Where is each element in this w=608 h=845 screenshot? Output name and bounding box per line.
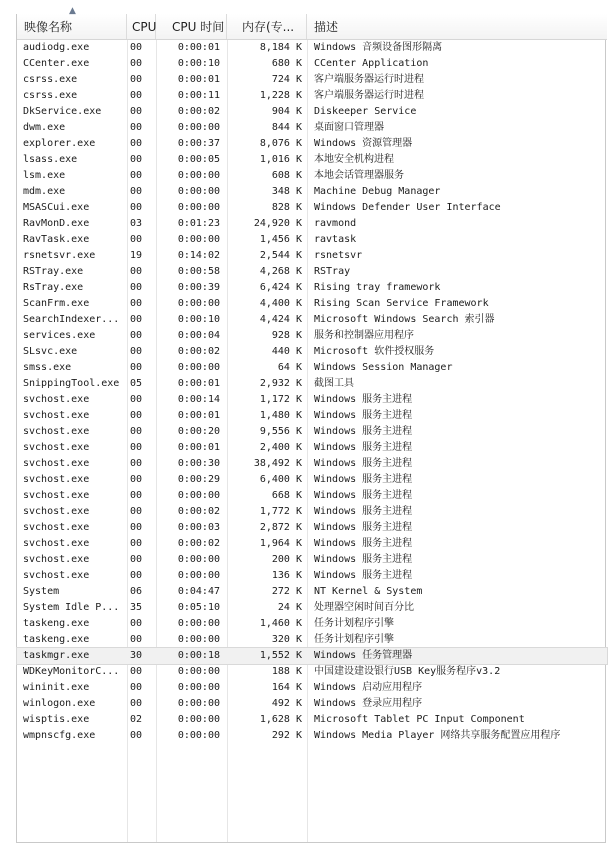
process-image-name: taskeng.exe [23, 634, 90, 645]
process-memory: 136 K [271, 570, 302, 581]
process-memory: 680 K [271, 58, 302, 69]
process-row[interactable] [17, 248, 607, 264]
process-cpu: 00 [130, 394, 143, 405]
process-row[interactable] [17, 328, 607, 344]
process-memory: 4,424 K [259, 314, 302, 325]
process-memory: 1,772 K [259, 506, 302, 517]
process-memory: 1,016 K [259, 154, 302, 165]
process-memory: 8,076 K [259, 138, 302, 149]
process-cpu: 00 [130, 458, 143, 469]
process-description: Windows Media Player 网络共享服务配置应用程序 [314, 730, 561, 741]
column-header-cpu-time[interactable] [156, 14, 227, 39]
process-row[interactable] [17, 568, 607, 584]
process-row[interactable] [17, 344, 607, 360]
process-cpu-time: 0:00:39 [177, 282, 220, 293]
process-row[interactable] [17, 88, 607, 104]
process-row[interactable] [17, 312, 607, 328]
process-image-name: taskmgr.exe [23, 650, 90, 661]
process-description: Windows 服务主进程 [314, 442, 413, 453]
process-description: Diskeeper Service [314, 106, 417, 117]
process-description: Windows 服务主进程 [314, 522, 413, 533]
process-cpu: 00 [130, 554, 143, 565]
process-row[interactable] [17, 488, 607, 504]
process-image-name: SLsvc.exe [23, 346, 78, 357]
process-description: Windows 服务主进程 [314, 458, 413, 469]
process-cpu: 00 [130, 618, 143, 629]
process-cpu: 00 [130, 570, 143, 581]
process-cpu: 00 [130, 426, 143, 437]
process-cpu-time: 0:00:02 [177, 538, 220, 549]
process-cpu: 00 [130, 442, 143, 453]
process-cpu-time: 0:00:01 [177, 442, 220, 453]
process-memory: 6,400 K [259, 474, 302, 485]
process-cpu: 00 [130, 682, 143, 693]
process-description: Windows Session Manager [314, 362, 453, 373]
process-cpu: 00 [130, 314, 143, 325]
process-row[interactable] [17, 168, 607, 184]
process-cpu: 00 [130, 42, 143, 53]
process-row[interactable] [17, 56, 607, 72]
process-row[interactable] [17, 376, 607, 392]
process-rows [17, 40, 607, 744]
process-cpu: 00 [130, 410, 143, 421]
process-memory: 1,172 K [259, 394, 302, 405]
process-image-name: svchost.exe [23, 474, 90, 485]
process-image-name: audiodg.exe [23, 42, 90, 53]
process-image-name: svchost.exe [23, 458, 90, 469]
process-row[interactable] [17, 216, 607, 232]
process-memory: 8,184 K [259, 42, 302, 53]
process-row[interactable] [17, 440, 607, 456]
process-memory: 164 K [271, 682, 302, 693]
process-memory: 668 K [271, 490, 302, 501]
process-row[interactable] [17, 408, 607, 424]
process-image-name: RsTray.exe [23, 282, 84, 293]
process-image-name: explorer.exe [23, 138, 96, 149]
process-cpu-time: 0:05:10 [177, 602, 220, 613]
process-image-name: smss.exe [23, 362, 72, 373]
process-description: 截图工具 [314, 378, 354, 389]
process-row[interactable] [17, 296, 607, 312]
process-description: rsnetsvr [314, 250, 363, 261]
process-cpu-time: 0:00:00 [177, 618, 220, 629]
process-description: Windows 服务主进程 [314, 570, 413, 581]
process-image-name: WDKeyMonitorC... [23, 666, 120, 677]
process-cpu-time: 0:00:00 [177, 234, 220, 245]
process-cpu: 00 [130, 90, 143, 101]
process-description: Windows 服务主进程 [314, 426, 413, 437]
column-header-cpu-time-label: CPU 时间 [172, 20, 225, 34]
process-image-name: svchost.exe [23, 394, 90, 405]
process-cpu: 00 [130, 298, 143, 309]
process-memory: 4,400 K [259, 298, 302, 309]
process-image-name: svchost.exe [23, 410, 90, 421]
process-memory: 2,932 K [259, 378, 302, 389]
process-cpu-time: 0:00:00 [177, 666, 220, 677]
process-description: Windows 资源管理器 [314, 138, 413, 149]
process-description: RSTray [314, 266, 351, 277]
process-description: 任务计划程序引擎 [314, 618, 394, 629]
process-row[interactable] [17, 392, 607, 408]
process-image-name: winlogon.exe [23, 698, 96, 709]
process-row[interactable] [17, 712, 607, 728]
process-description: Microsoft Tablet PC Input Component [314, 714, 525, 725]
process-row[interactable] [17, 664, 607, 680]
process-cpu-time: 0:00:02 [177, 346, 220, 357]
process-cpu-time: 0:00:00 [177, 362, 220, 373]
process-cpu-time: 0:00:29 [177, 474, 220, 485]
process-image-name: svchost.exe [23, 538, 90, 549]
process-cpu-time: 0:01:23 [177, 218, 220, 229]
process-cpu: 02 [130, 714, 143, 725]
process-row[interactable] [17, 680, 607, 696]
process-memory: 844 K [271, 122, 302, 133]
process-image-name: ScanFrm.exe [23, 298, 90, 309]
process-cpu: 00 [130, 266, 143, 277]
process-memory: 2,544 K [259, 250, 302, 261]
process-memory: 2,400 K [259, 442, 302, 453]
process-image-name: svchost.exe [23, 506, 90, 517]
process-cpu: 35 [130, 602, 143, 613]
process-memory: 1,480 K [259, 410, 302, 421]
process-memory: 1,552 K [259, 650, 302, 661]
process-row[interactable] [17, 552, 607, 568]
process-memory: 200 K [271, 554, 302, 565]
process-cpu: 00 [130, 506, 143, 517]
process-description: ravtask [314, 234, 357, 245]
process-description: Windows 服务主进程 [314, 394, 413, 405]
column-header-image-name[interactable] [17, 6, 127, 39]
process-cpu-time: 0:04:47 [177, 586, 220, 597]
process-cpu-time: 0:00:00 [177, 570, 220, 581]
process-row[interactable] [17, 504, 607, 520]
process-image-name: taskeng.exe [23, 618, 90, 629]
process-row[interactable] [17, 616, 607, 632]
process-image-name: svchost.exe [23, 490, 90, 501]
process-row[interactable] [17, 264, 607, 280]
process-cpu-time: 0:00:00 [177, 122, 220, 133]
process-description: Rising tray framework [314, 282, 441, 293]
process-cpu-time: 0:00:14 [177, 394, 220, 405]
column-header-bar [17, 6, 607, 40]
process-row[interactable] [17, 184, 607, 200]
process-cpu: 00 [130, 138, 143, 149]
process-memory: 188 K [271, 666, 302, 677]
process-cpu-time: 0:00:30 [177, 458, 220, 469]
process-cpu: 00 [130, 362, 143, 373]
process-cpu-time: 0:00:00 [177, 682, 220, 693]
process-image-name: csrss.exe [23, 74, 78, 85]
process-memory: 724 K [271, 74, 302, 85]
process-description: 本地会话管理器服务 [314, 170, 404, 181]
process-row[interactable] [17, 456, 607, 472]
process-cpu-time: 0:00:02 [177, 106, 220, 117]
process-row[interactable] [17, 232, 607, 248]
process-cpu-time: 0:00:00 [177, 634, 220, 645]
process-description: Rising Scan Service Framework [314, 298, 489, 309]
process-image-name: MSASCui.exe [23, 202, 90, 213]
process-row[interactable] [17, 536, 607, 552]
process-cpu: 00 [130, 666, 143, 677]
process-image-name: RavTask.exe [23, 234, 90, 245]
process-image-name: lsm.exe [23, 170, 66, 181]
process-image-name: dwm.exe [23, 122, 66, 133]
process-row[interactable] [17, 200, 607, 216]
process-description: Windows 音频设备图形隔离 [314, 42, 443, 53]
process-row[interactable] [17, 520, 607, 536]
process-cpu-time: 0:00:00 [177, 730, 220, 741]
process-image-name: svchost.exe [23, 554, 90, 565]
process-memory: 320 K [271, 634, 302, 645]
process-description: Machine Debug Manager [314, 186, 441, 197]
process-description: 任务计划程序引擎 [314, 634, 394, 645]
process-cpu-time: 0:00:01 [177, 42, 220, 53]
process-memory: 1,964 K [259, 538, 302, 549]
process-image-name: wisptis.exe [23, 714, 90, 725]
process-description: Microsoft Windows Search 索引器 [314, 314, 495, 325]
process-cpu-time: 0:00:00 [177, 490, 220, 501]
process-row[interactable] [17, 280, 607, 296]
process-image-name: RSTray.exe [23, 266, 84, 277]
process-image-name: csrss.exe [23, 90, 78, 101]
process-image-name: rsnetsvr.exe [23, 250, 96, 261]
process-row[interactable] [17, 600, 607, 616]
process-cpu: 00 [130, 202, 143, 213]
process-image-name: lsass.exe [23, 154, 78, 165]
process-memory: 608 K [271, 170, 302, 181]
process-memory: 24 K [277, 602, 302, 613]
process-memory: 828 K [271, 202, 302, 213]
process-cpu-time: 0:14:02 [177, 250, 220, 261]
process-cpu-time: 0:00:00 [177, 170, 220, 181]
process-cpu-time: 0:00:05 [177, 154, 220, 165]
process-cpu-time: 0:00:02 [177, 506, 220, 517]
process-memory: 1,228 K [259, 90, 302, 101]
process-memory: 1,460 K [259, 618, 302, 629]
process-cpu-time: 0:00:58 [177, 266, 220, 277]
process-memory: 904 K [271, 106, 302, 117]
process-memory: 1,456 K [259, 234, 302, 245]
process-description: ravmond [314, 218, 357, 229]
process-image-name: mdm.exe [23, 186, 66, 197]
process-description: Windows 登录应用程序 [314, 698, 423, 709]
process-row[interactable] [17, 136, 607, 152]
process-cpu: 00 [130, 346, 143, 357]
process-cpu-time: 0:00:00 [177, 202, 220, 213]
process-description: 本地安全机构进程 [314, 154, 394, 165]
process-description: 桌面窗口管理器 [314, 122, 384, 133]
process-row[interactable] [17, 120, 607, 136]
process-cpu-time: 0:00:37 [177, 138, 220, 149]
process-description: Windows 服务主进程 [314, 490, 413, 501]
process-cpu-time: 0:00:10 [177, 58, 220, 69]
process-cpu: 00 [130, 58, 143, 69]
column-header-image-name-label: 映像名称 [24, 20, 73, 34]
process-image-name: System Idle P... [23, 602, 120, 613]
process-image-name: SearchIndexer... [23, 314, 120, 325]
column-header-memory-label: 内存(专... [242, 20, 295, 34]
process-image-name: svchost.exe [23, 570, 90, 581]
process-description: 处理器空闲时间百分比 [314, 602, 414, 613]
process-row[interactable] [17, 472, 607, 488]
process-cpu: 30 [130, 650, 143, 661]
process-cpu: 00 [130, 122, 143, 133]
process-image-name: svchost.exe [23, 442, 90, 453]
column-header-description-label: 描述 [314, 20, 339, 34]
process-cpu: 00 [130, 634, 143, 645]
column-header-memory[interactable] [227, 14, 307, 39]
process-memory: 9,556 K [259, 426, 302, 437]
process-description: Windows 任务管理器 [314, 650, 413, 661]
process-cpu-time: 0:00:18 [177, 650, 220, 661]
process-memory: 64 K [277, 362, 302, 373]
process-memory: 2,872 K [259, 522, 302, 533]
process-cpu-time: 0:00:00 [177, 186, 220, 197]
process-cpu-time: 0:00:01 [177, 410, 220, 421]
process-description: 中国建设建设银行USB Key服务程序v3.2 [314, 666, 501, 677]
process-cpu: 00 [130, 474, 143, 485]
process-description: Windows 服务主进程 [314, 554, 413, 565]
process-description: Windows 启动应用程序 [314, 682, 423, 693]
process-image-name: svchost.exe [23, 522, 90, 533]
sort-ascending-icon: ▲ [69, 6, 76, 16]
process-row[interactable] [17, 696, 607, 712]
process-list-view[interactable] [16, 6, 606, 843]
process-row[interactable] [17, 104, 607, 120]
process-memory: 928 K [271, 330, 302, 341]
process-row[interactable] [17, 72, 607, 88]
process-cpu-time: 0:00:00 [177, 698, 220, 709]
process-cpu-time: 0:00:00 [177, 554, 220, 565]
process-cpu: 00 [130, 490, 143, 501]
process-row[interactable] [17, 152, 607, 168]
process-cpu-time: 0:00:00 [177, 298, 220, 309]
process-image-name: DkService.exe [23, 106, 102, 117]
process-row[interactable] [17, 728, 607, 744]
process-image-name: SnippingTool.exe [23, 378, 120, 389]
process-image-name: System [23, 586, 60, 597]
process-image-name: wmpnscfg.exe [23, 730, 96, 741]
process-description: Microsoft 软件授权服务 [314, 346, 435, 357]
process-row[interactable] [17, 40, 607, 56]
process-cpu-time: 0:00:20 [177, 426, 220, 437]
process-memory: 292 K [271, 730, 302, 741]
process-cpu: 00 [130, 74, 143, 85]
process-cpu-time: 0:00:11 [177, 90, 220, 101]
process-memory: 440 K [271, 346, 302, 357]
process-cpu: 03 [130, 218, 143, 229]
process-cpu: 00 [130, 106, 143, 117]
process-cpu: 00 [130, 698, 143, 709]
process-memory: 6,424 K [259, 282, 302, 293]
process-cpu: 00 [130, 282, 143, 293]
process-description: CCenter Application [314, 58, 429, 69]
column-header-cpu-label: CPU [132, 20, 157, 34]
process-row[interactable] [17, 632, 607, 648]
process-cpu: 00 [130, 170, 143, 181]
process-cpu: 00 [130, 330, 143, 341]
process-description: Windows 服务主进程 [314, 410, 413, 421]
process-image-name: svchost.exe [23, 426, 90, 437]
process-description: NT Kernel & System [314, 586, 423, 597]
process-description: Windows 服务主进程 [314, 506, 413, 517]
process-description: Windows Defender User Interface [314, 202, 501, 213]
process-cpu: 05 [130, 378, 143, 389]
process-cpu: 19 [130, 250, 143, 261]
column-header-description[interactable] [307, 14, 607, 39]
process-description: 客户端服务器运行时进程 [314, 74, 424, 85]
process-memory: 272 K [271, 586, 302, 597]
process-cpu-time: 0:00:01 [177, 378, 220, 389]
process-memory: 4,268 K [259, 266, 302, 277]
process-memory: 38,492 K [253, 458, 302, 469]
process-row[interactable] [17, 648, 607, 664]
process-image-name: services.exe [23, 330, 96, 341]
process-cpu: 06 [130, 586, 143, 597]
process-memory: 24,920 K [253, 218, 302, 229]
process-row[interactable] [17, 584, 607, 600]
column-header-cpu[interactable] [127, 14, 156, 39]
process-memory: 492 K [271, 698, 302, 709]
process-cpu-time: 0:00:03 [177, 522, 220, 533]
process-description: Windows 服务主进程 [314, 538, 413, 549]
process-cpu: 00 [130, 154, 143, 165]
process-description: 服务和控制器应用程序 [314, 330, 414, 341]
process-memory: 348 K [271, 186, 302, 197]
process-image-name: CCenter.exe [23, 58, 90, 69]
process-cpu-time: 0:00:04 [177, 330, 220, 341]
process-cpu-time: 0:00:10 [177, 314, 220, 325]
process-cpu: 00 [130, 538, 143, 549]
process-cpu-time: 0:00:00 [177, 714, 220, 725]
process-cpu-time: 0:00:01 [177, 74, 220, 85]
process-cpu: 00 [130, 234, 143, 245]
process-description: 客户端服务器运行时进程 [314, 90, 424, 101]
process-row[interactable] [17, 360, 607, 376]
process-cpu: 00 [130, 730, 143, 741]
process-cpu: 00 [130, 186, 143, 197]
process-memory: 1,628 K [259, 714, 302, 725]
process-description: Windows 服务主进程 [314, 474, 413, 485]
process-image-name: RavMonD.exe [23, 218, 90, 229]
process-image-name: wininit.exe [23, 682, 90, 693]
process-cpu: 00 [130, 522, 143, 533]
process-row[interactable] [17, 424, 607, 440]
